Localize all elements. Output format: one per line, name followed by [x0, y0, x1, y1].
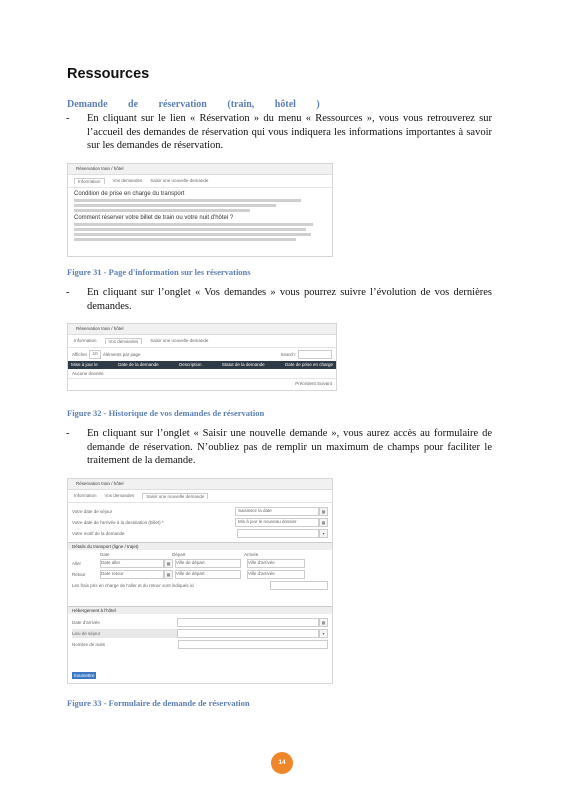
arrival-date-input: Mis à jour le nouveau dossier — [235, 518, 319, 527]
bullet-dash: - — [66, 113, 70, 124]
chevron-down-icon: ▾ — [319, 629, 328, 638]
screenshot-header: Réservation train / hôtel — [68, 324, 336, 335]
figure-caption: Figure 32 - Historique de vos demandes de réservation — [67, 408, 265, 418]
stay-date-input: Saisissez la date — [235, 507, 319, 516]
field-label: Nombre de nuits — [72, 642, 106, 647]
chevron-down-icon: ▾ — [319, 529, 328, 538]
col-header: Date de prise en charge — [284, 362, 333, 367]
field-label: Votre motif de la demande — [72, 531, 125, 536]
section-title: Ressources — [67, 66, 150, 82]
outbound-from-input: Ville de départ — [175, 559, 241, 568]
calendar-icon: ▦ — [164, 570, 173, 579]
nights-input — [178, 640, 328, 649]
reason-select — [237, 529, 319, 538]
info-title-1: Condition de prise en charge du transport — [74, 191, 185, 197]
screenshot-reservation-info — [67, 163, 333, 257]
submit-button: Soumettre — [73, 673, 95, 678]
return-to-input: Ville d'arrivée — [247, 570, 305, 579]
tab-information: Information — [74, 178, 105, 184]
calendar-icon: ▦ — [319, 518, 328, 527]
screenshot-tabs — [68, 490, 332, 503]
tab-my-requests: Vos demandes — [112, 178, 143, 183]
tab-new-request: Saisir une nouvelle demande — [150, 338, 209, 343]
bullet-text: En cliquant sur l’onglet « Saisir une nouvelle demande », vous aurez accès au formulaire de demande de réservation. N’oubliez pas de remplir un maximum de champs pour faciliter le traitement de la demande. — [87, 428, 492, 466]
outbound-to-input: Ville d'arrivée — [247, 559, 305, 568]
outbound-date-input: Date aller — [100, 559, 164, 568]
entries-select: 10 — [89, 350, 101, 359]
screenshot-request-form — [67, 478, 333, 684]
tab-my-requests: Vos demandes — [104, 493, 135, 498]
col-departure: Départ — [172, 552, 186, 557]
return-date-input: Date retour — [100, 570, 164, 579]
bullet-dash: - — [66, 287, 70, 298]
note-input — [270, 581, 328, 590]
col-header: Mise à jour le — [71, 362, 98, 367]
row-label: Aller — [72, 561, 82, 566]
return-from-input: Ville de départ — [175, 570, 241, 579]
figure-caption: Figure 33 - Formulaire de demande de réservation — [67, 698, 250, 708]
section-hotel: Hébergement à l'hôtel — [68, 606, 332, 614]
stay-place-select — [177, 629, 319, 638]
col-date: Date — [100, 552, 110, 557]
tab-my-requests: Vos demandes — [105, 338, 143, 344]
col-arrival: Arrivée — [244, 552, 259, 557]
col-header: Date de la demande — [118, 362, 159, 367]
field-label: Lieu de séjour — [72, 631, 101, 636]
table-header — [68, 361, 336, 369]
search-input — [298, 350, 332, 359]
col-header: Statut de la demande — [221, 362, 265, 367]
screenshot-header: Réservation train / hôtel — [68, 164, 332, 175]
field-label: Date d'arrivée — [72, 620, 100, 625]
calendar-icon: ▦ — [319, 618, 328, 627]
screenshot-request-history — [67, 323, 337, 391]
page-number: 14 — [271, 752, 293, 774]
bullet-text: En cliquant sur le lien « Réservation » du menu « Ressources », vous vous retrouverez sur l’accueil des demandes de réservation qui vous indiquera les informations importantes à savoir sur les demandes de réservation. — [87, 113, 492, 151]
tab-information: Information — [74, 338, 97, 343]
pager: Précédent Suivant — [295, 381, 332, 386]
tab-information: Information — [74, 493, 97, 498]
tab-new-request: Saisir une nouvelle demande — [150, 178, 209, 183]
search-label: Search: — [280, 352, 296, 357]
empty-row: Aucune donnée — [68, 369, 336, 379]
info-title-2: Comment réserver votre billet de train ou votre nuit d'hôtel ? — [74, 215, 234, 221]
bullet-dash: - — [66, 428, 70, 439]
field-label: Votre date de séjour — [72, 509, 113, 514]
screenshot-tabs — [68, 175, 332, 188]
show-label: Afficher — [72, 352, 88, 357]
entries-suffix: éléments par page — [103, 352, 141, 357]
field-label: Votre date de l'arrivée à la destination (billet) * — [72, 520, 164, 525]
calendar-icon: ▦ — [164, 559, 173, 568]
row-label: Retour — [72, 572, 86, 577]
transport-note: Les frais pris en charge de l'aller et du retour sont indiqués ici — [72, 583, 195, 588]
calendar-icon: ▦ — [319, 507, 328, 516]
tab-new-request: Saisir une nouvelle demande — [142, 493, 208, 499]
bullet-text: En cliquant sur l’onglet « Vos demandes » vous pourrez suivre l’évolution de vos dernières demandes. — [87, 287, 492, 312]
hotel-arrival-input — [177, 618, 319, 627]
section-transport: Détails du transport (ligne / trajet) — [68, 542, 332, 550]
col-header: Description — [178, 362, 202, 367]
figure-caption: Figure 31 - Page d'information sur les réservations — [67, 267, 251, 277]
subsection-title: Demande de réservation (train, hôtel ) — [67, 99, 320, 110]
screenshot-tabs — [68, 335, 336, 348]
screenshot-header: Réservation train / hôtel — [68, 479, 332, 490]
